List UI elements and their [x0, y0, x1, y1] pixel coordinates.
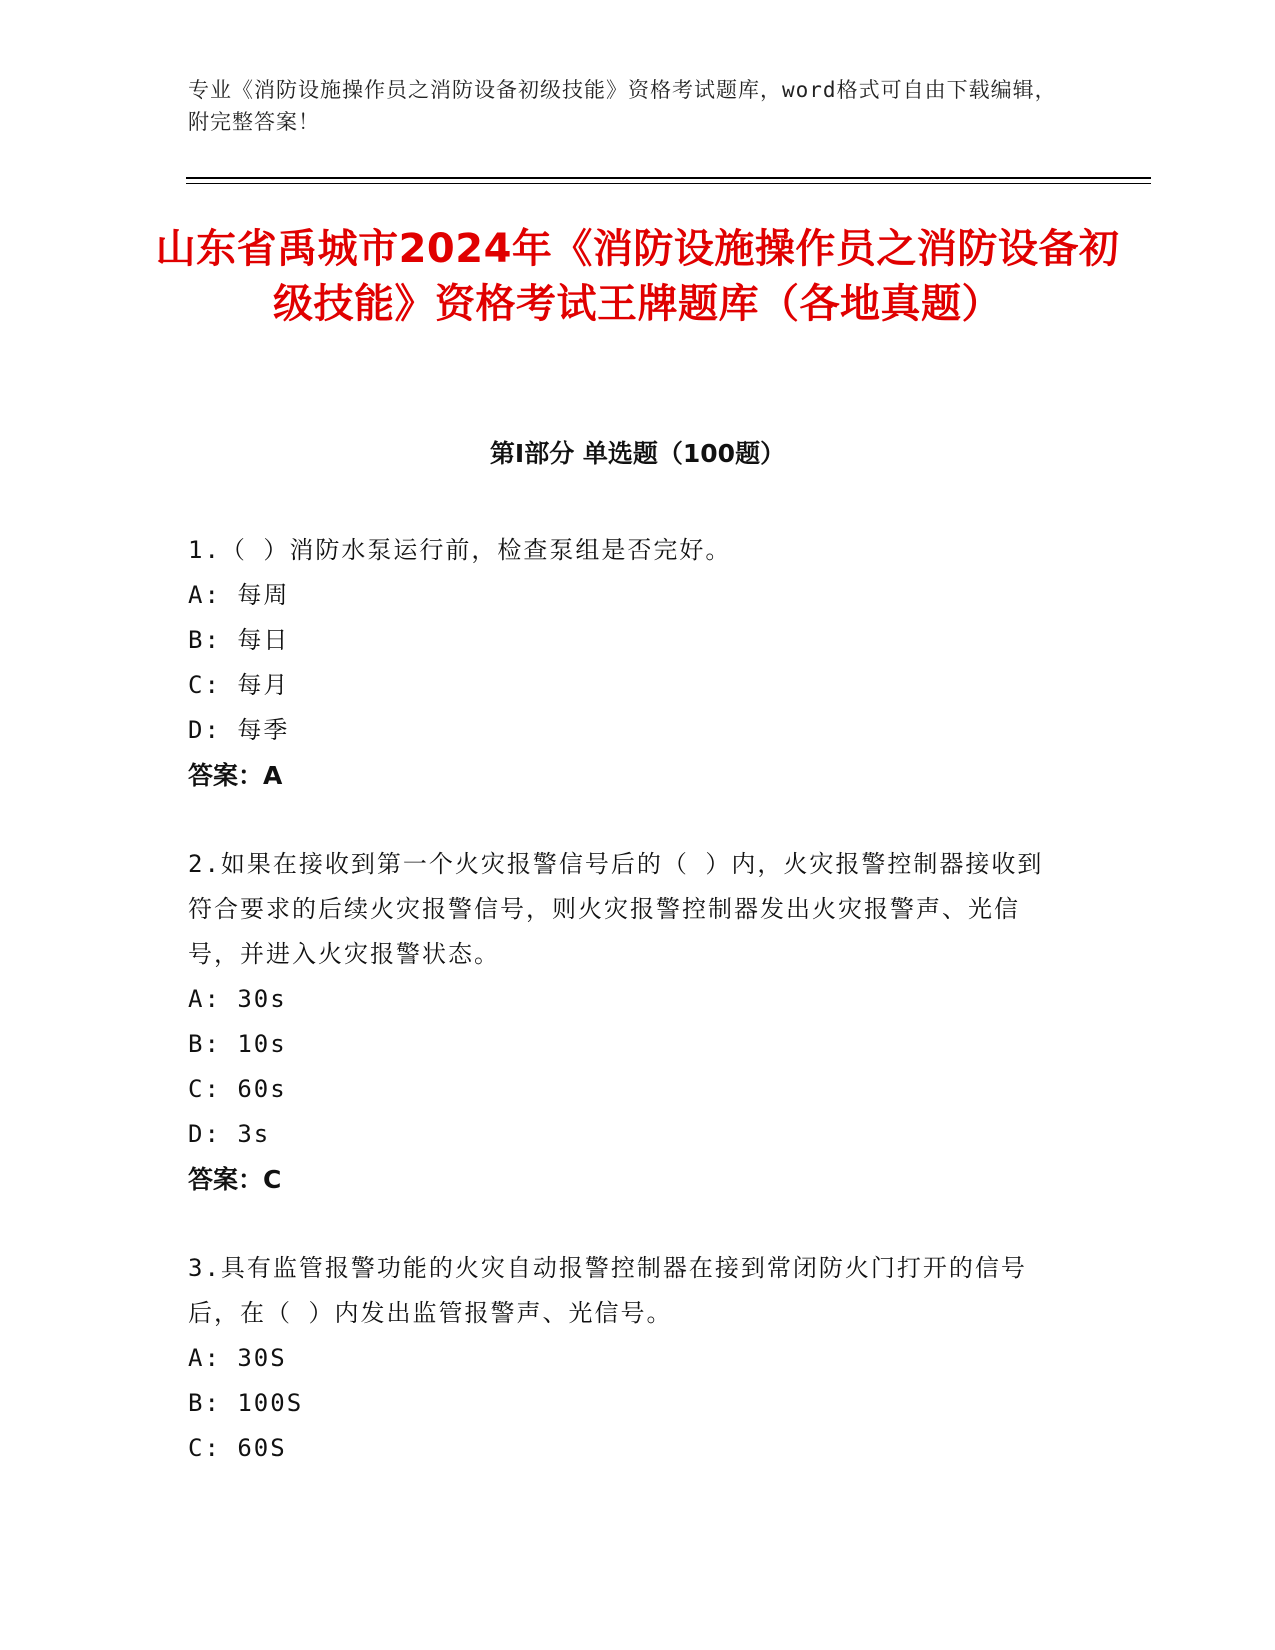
question-1 — [188, 528, 1068, 798]
document-intro: 专业《消防设施操作员之消防设备初级技能》资格考试题库，word格式可自由下载编辑，附完整答案！ — [188, 78, 1057, 134]
option-c: C: 每月 — [188, 671, 290, 699]
header-divider-thin — [186, 183, 1151, 184]
option-d: D: 每季 — [188, 716, 290, 744]
option-a: A: 每周 — [188, 581, 290, 609]
section-title: 第I部分 单选题（100题） — [489, 439, 786, 468]
option-b: B: 100S — [188, 1389, 304, 1417]
option-c: C: 60S — [188, 1434, 287, 1462]
option-b: B: 每日 — [188, 626, 290, 654]
document-title: 山东省禹城市2024年《消防设施操作员之消防设备初级技能》资格考试王牌题库（各地真题） — [155, 226, 1120, 327]
option-a: A: 30S — [188, 1344, 287, 1372]
answer-label: 答案：C — [188, 1165, 282, 1194]
question-stem: 2.如果在接收到第一个火灾报警信号后的（ ）内，火灾报警控制器接收到符合要求的后续火灾报警信号，则火灾报警控制器发出火灾报警声、光信号，并进入火灾报警状态。 — [188, 850, 1044, 968]
question-2 — [188, 842, 1068, 1202]
option-c: C: 60s — [188, 1075, 287, 1103]
question-3 — [188, 1246, 1068, 1471]
question-stem: 3.具有监管报警功能的火灾自动报警控制器在接到常闭防火门打开的信号后，在（ ）内发出监管报警声、光信号。 — [188, 1254, 1027, 1327]
option-a: A: 30s — [188, 985, 287, 1013]
option-b: B: 10s — [188, 1030, 287, 1058]
answer-label: 答案：A — [188, 761, 283, 790]
option-d: D: 3s — [188, 1120, 271, 1148]
question-list — [188, 528, 1068, 1515]
question-stem: 1.（ ）消防水泵运行前，检查泵组是否完好。 — [188, 536, 732, 564]
header-divider-thick — [186, 177, 1151, 179]
